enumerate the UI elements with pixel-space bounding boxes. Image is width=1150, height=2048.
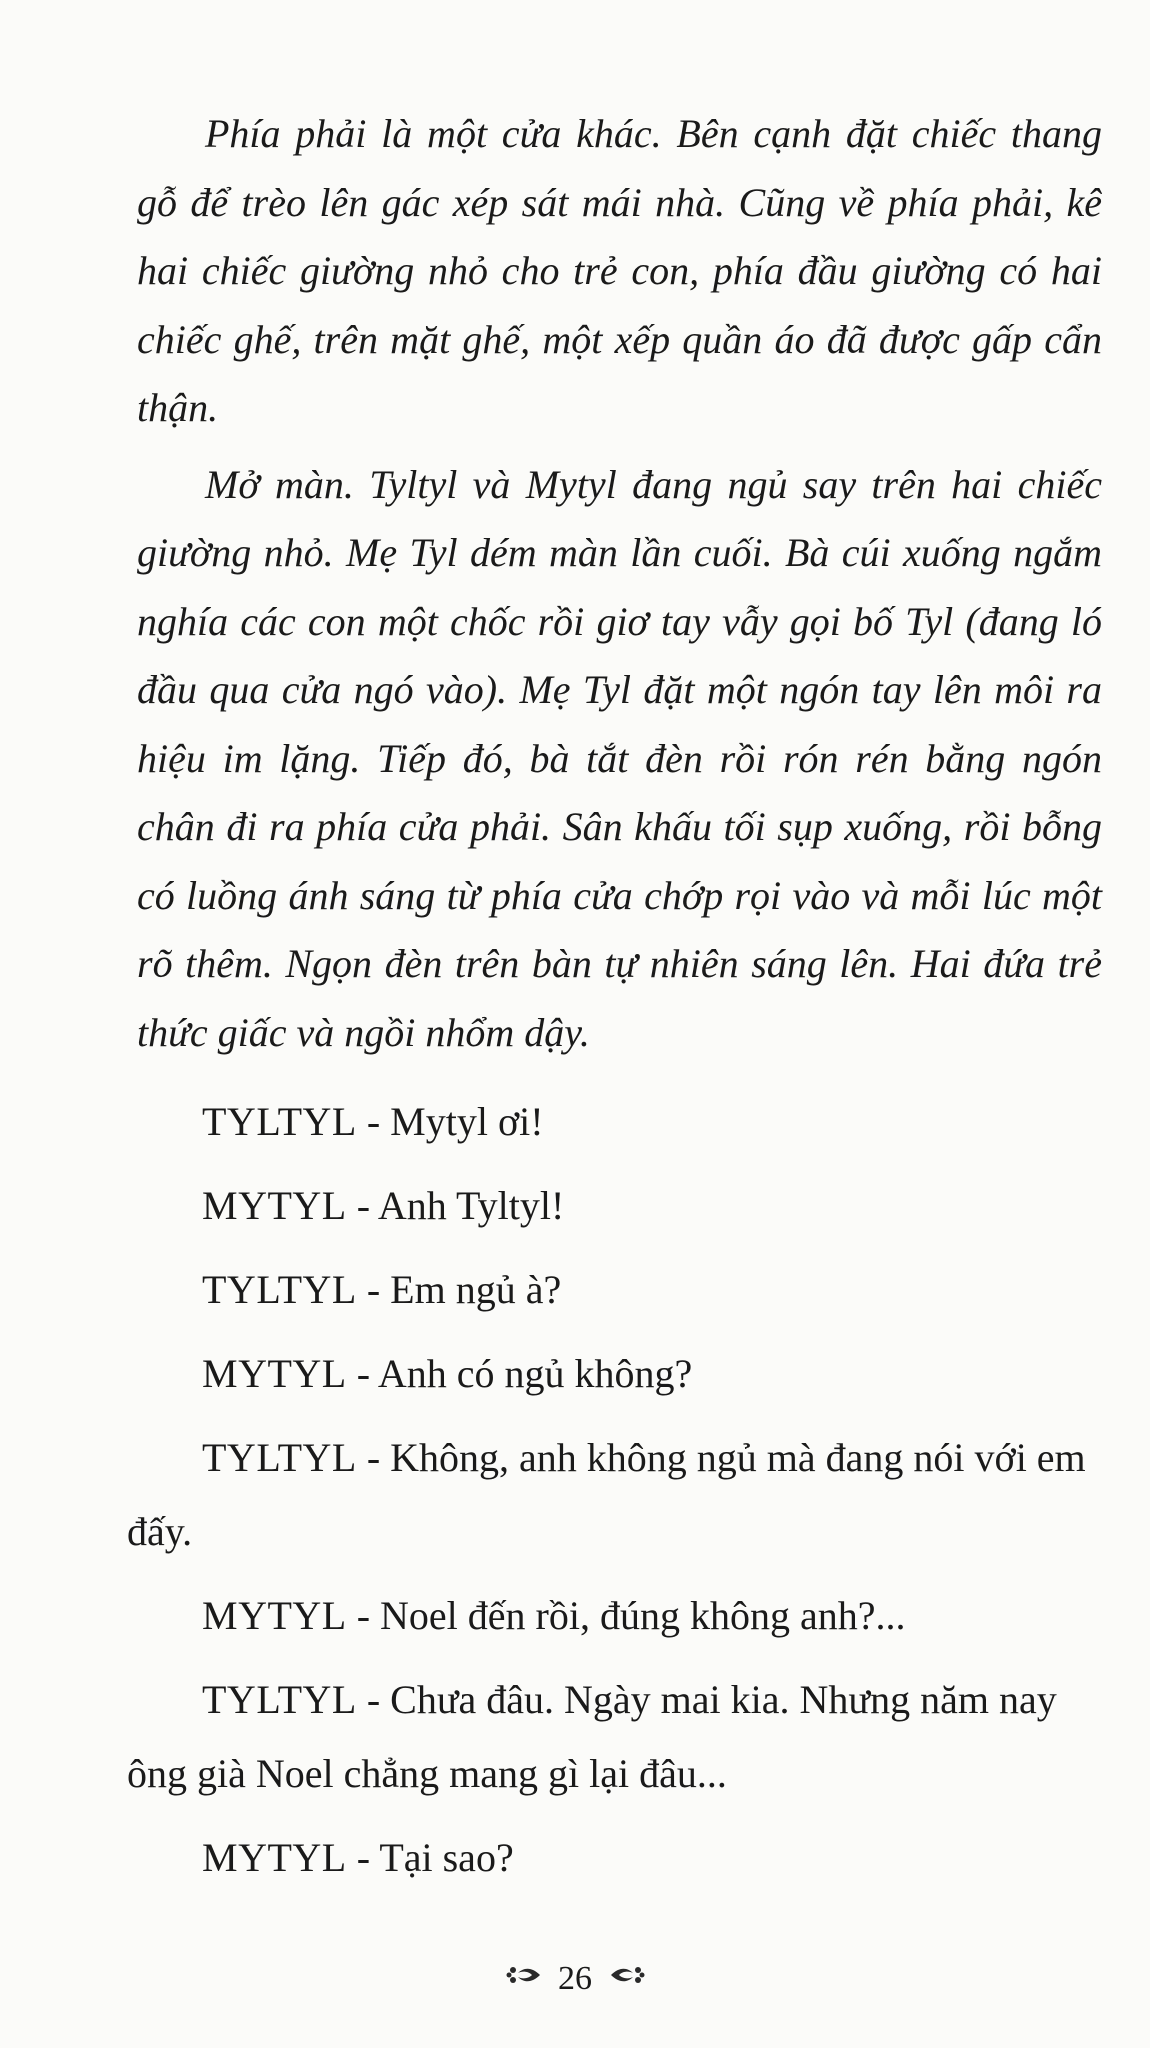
dialogue-line [127,1821,1102,1895]
dialogue-line [127,1663,1102,1811]
dialogue-text: - Anh có ngủ không? [346,1351,693,1396]
speaker-name: TYLTYL [202,1677,357,1722]
dialogue-line [127,1579,1102,1653]
dialogue-line [127,1085,1102,1159]
floral-ornament-left-icon [506,1961,542,1997]
dialogue-text: - Chưa đâu. Ngày mai kia. Nhưng năm nay ông già Noel chẳng mang gì lại đâu... [127,1677,1057,1796]
speaker-name: MYTYL [202,1593,347,1638]
speaker-name: MYTYL [202,1835,347,1880]
dialogue-line [127,1337,1102,1411]
stage-directions [137,100,1102,1075]
dialogue-line [127,1253,1102,1327]
dialogue-text: - Noel đến rồi, đúng không anh?... [346,1593,906,1638]
speaker-name: MYTYL [202,1183,347,1228]
speaker-name: TYLTYL [202,1099,357,1144]
dialogue-text: - Tại sao? [346,1835,514,1880]
stage-direction-paragraph: Mở màn. Tyltyl và Mytyl đang ngủ say trên hai chiếc giường nhỏ. Mẹ Tyl dém màn lần cuối. Bà cúi xuống ngắm nghía các con một chốc rồi giơ tay vẫy gọi bố Tyl (đang ló đầu qua cửa ngó vào). Mẹ Tyl đặt một ngón tay lên môi ra hiệu im lặng. Tiếp đó, bà tắt đèn rồi rón rén bằng ngón chân đi ra phía cửa phải. Sân khấu tối sụp xuống, rồi bỗng có luồng ánh sáng từ phía cửa chớp rọi vào và mỗi lúc một rõ thêm. Ngọn đèn trên bàn tự nhiên sáng lên. Hai đứa trẻ thức giấc và ngồi nhổm dậy. [137,461,1102,1055]
dialogue-text: - Em ngủ à? [356,1267,562,1312]
dialogue-text: - Anh Tyltyl! [346,1183,565,1228]
dialogue-text: - Không, anh không ngủ mà đang nói với em đấy. [127,1435,1086,1554]
dialogue [127,1085,1102,1905]
page-footer [0,1958,1150,1998]
speaker-name: TYLTYL [202,1267,357,1312]
floral-ornament-right-icon [609,1961,645,1997]
dialogue-line [127,1169,1102,1243]
dialogue-text: - Mytyl ơi! [356,1099,544,1144]
dialogue-line [127,1421,1102,1569]
speaker-name: TYLTYL [202,1435,357,1480]
stage-direction-paragraph: Phía phải là một cửa khác. Bên cạnh đặt chiếc thang gỗ để trèo lên gác xép sát mái nhà. Cũng về phía phải, kê hai chiếc giường nhỏ cho trẻ con, phía đầu giường có hai chiếc ghế, trên mặt ghế, một xếp quần áo đã được gấp cẩn thận. [137,111,1102,430]
speaker-name: MYTYL [202,1351,347,1396]
page-number: 26 [558,1960,592,1998]
